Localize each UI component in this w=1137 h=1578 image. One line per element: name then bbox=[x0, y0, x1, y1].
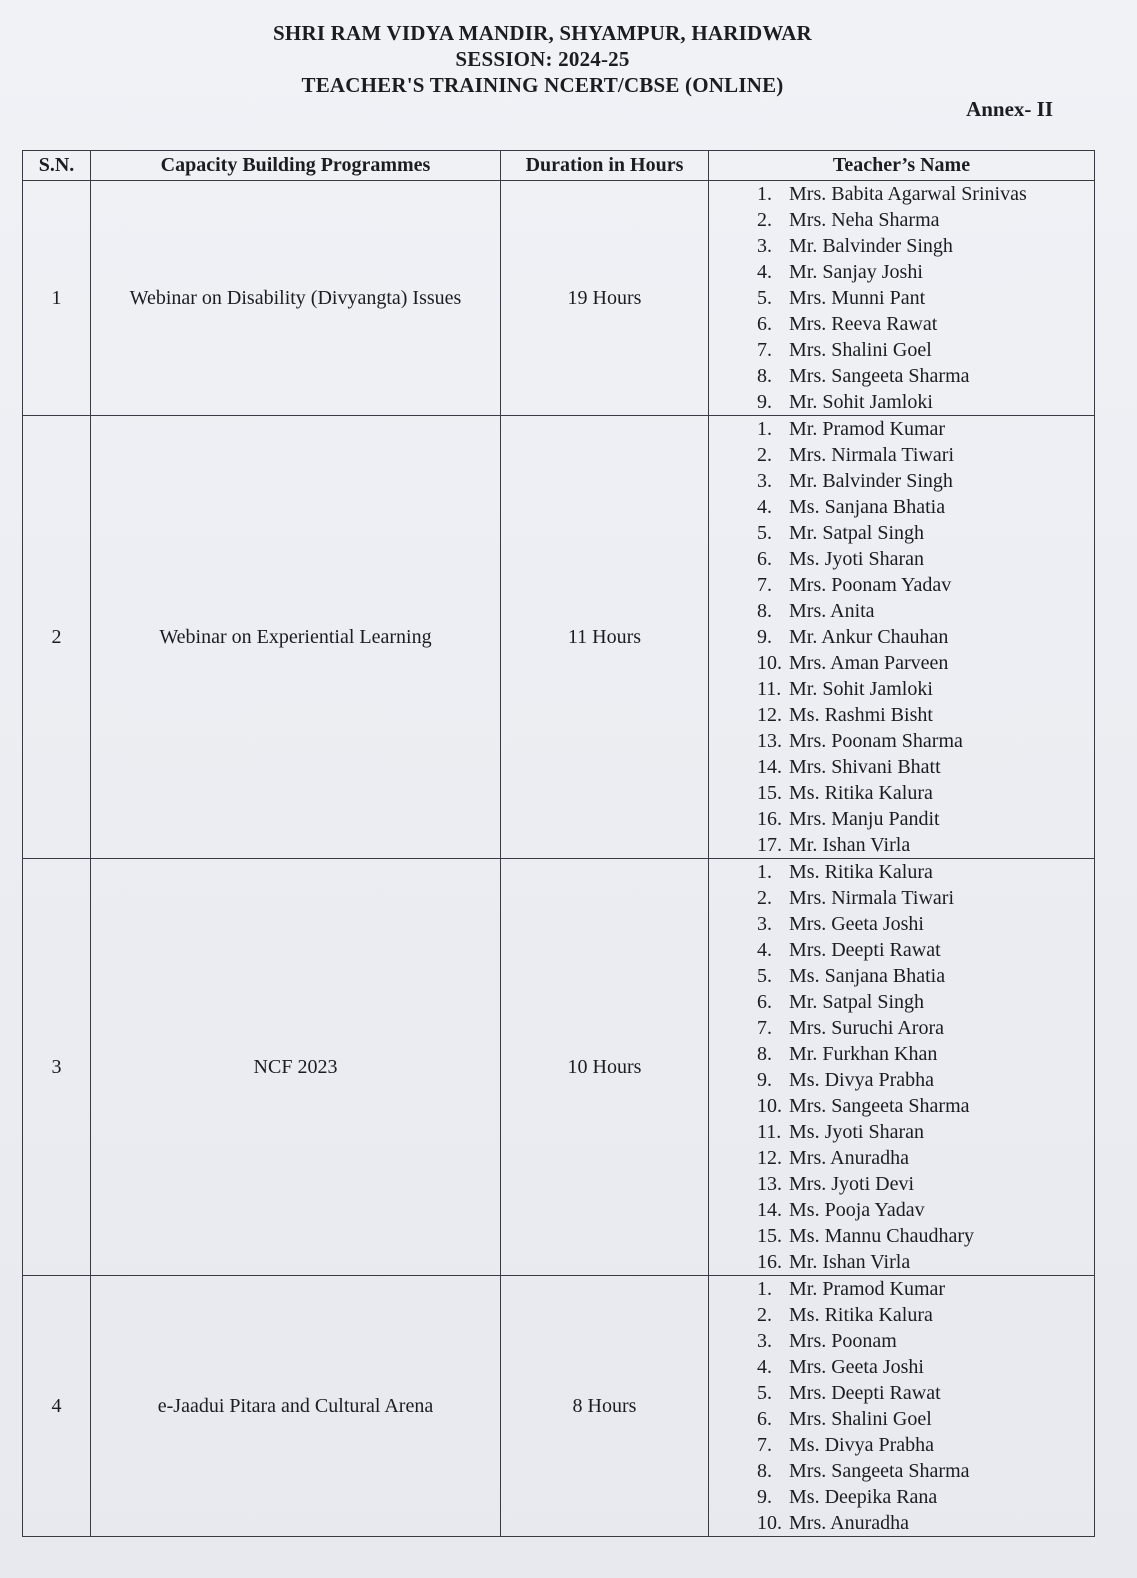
teacher-name: Mr. Ishan Virla bbox=[789, 1251, 911, 1273]
teacher-name: Ms. Ritika Kalura bbox=[789, 1304, 933, 1326]
table-body bbox=[23, 181, 1095, 1537]
teacher-list bbox=[709, 1276, 1094, 1536]
teacher-name: Ms. Sanjana Bhatia bbox=[789, 965, 946, 987]
programme-cell: NCF 2023 bbox=[91, 859, 501, 1276]
teacher-name: Mr. Balvinder Singh bbox=[789, 235, 953, 257]
table-header-row bbox=[23, 151, 1095, 181]
teacher-name: Mrs. Geeta Joshi bbox=[789, 1356, 924, 1378]
teacher-name: Ms. Jyoti Sharan bbox=[789, 548, 924, 570]
teacher-name: Mrs. Jyoti Devi bbox=[789, 1173, 914, 1195]
programme-cell: e-Jaadui Pitara and Cultural Arena bbox=[91, 1276, 501, 1537]
teacher-name: Mrs. Poonam Yadav bbox=[789, 574, 952, 596]
duration-cell: 8 Hours bbox=[501, 1276, 709, 1537]
column-header-sn: S.N. bbox=[23, 151, 91, 181]
teacher-name: Mrs. Nirmala Tiwari bbox=[789, 444, 954, 466]
teacher-name: Mrs. Shalini Goel bbox=[789, 1408, 932, 1430]
teacher-name: Mrs. Munni Pant bbox=[789, 287, 926, 309]
teacher-name: Mr. Sohit Jamloki bbox=[789, 391, 933, 413]
duration-cell: 10 Hours bbox=[501, 859, 709, 1276]
table-row bbox=[23, 181, 1095, 416]
duration-cell: 11 Hours bbox=[501, 416, 709, 859]
teacher-names-cell bbox=[709, 181, 1095, 416]
teacher-name: Mr. Satpal Singh bbox=[789, 522, 925, 544]
teacher-name: Mrs. Sangeeta Sharma bbox=[789, 1460, 970, 1482]
teacher-name: Mr. Ankur Chauhan bbox=[789, 626, 949, 648]
teacher-name: Mrs. Suruchi Arora bbox=[789, 1017, 944, 1039]
teacher-name: Mr. Furkhan Khan bbox=[789, 1043, 938, 1065]
teacher-name: Mrs. Reeva Rawat bbox=[789, 313, 938, 335]
teacher-name: Mr. Pramod Kumar bbox=[789, 1278, 946, 1300]
teacher-name: Mrs. Poonam bbox=[789, 1330, 897, 1352]
teacher-name: Mrs. Sangeeta Sharma bbox=[789, 365, 970, 387]
duration-cell: 19 Hours bbox=[501, 181, 709, 416]
table-row bbox=[23, 1276, 1095, 1537]
teacher-list bbox=[709, 859, 1094, 1275]
teacher-name: Mrs. Manju Pandit bbox=[789, 808, 940, 830]
teacher-names-cell bbox=[709, 1276, 1095, 1537]
teacher-name: Mrs. Nirmala Tiwari bbox=[789, 887, 954, 909]
programme-cell: Webinar on Experiential Learning bbox=[91, 416, 501, 859]
teacher-name: Mrs. Deepti Rawat bbox=[789, 1382, 941, 1404]
teacher-name: Mrs. Anita bbox=[789, 600, 875, 622]
column-header-programme: Capacity Building Programmes bbox=[91, 151, 501, 181]
teacher-name: Mr. Ishan Virla bbox=[789, 834, 911, 856]
table-row bbox=[23, 416, 1095, 859]
teacher-name: Ms. Sanjana Bhatia bbox=[789, 496, 946, 518]
teacher-name: Mrs. Geeta Joshi bbox=[789, 913, 924, 935]
teacher-name: Mr. Satpal Singh bbox=[789, 991, 925, 1013]
session-line: SESSION: 2024-25 bbox=[455, 47, 630, 71]
document-header bbox=[0, 20, 1085, 98]
teacher-name: Mrs. Anuradha bbox=[789, 1147, 909, 1169]
teacher-name: Mrs. Shalini Goel bbox=[789, 339, 932, 361]
teacher-name: Ms. Deepika Rana bbox=[789, 1486, 938, 1508]
teacher-name: Mrs. Aman Parveen bbox=[789, 652, 949, 674]
teacher-list bbox=[709, 416, 1094, 858]
teacher-name: Ms. Divya Prabha bbox=[789, 1434, 934, 1456]
teacher-name: Mrs. Deepti Rawat bbox=[789, 939, 941, 961]
training-title: TEACHER'S TRAINING NCERT/CBSE (ONLINE) bbox=[301, 73, 784, 97]
teacher-name: Ms. Divya Prabha bbox=[789, 1069, 934, 1091]
teacher-name: Mr. Pramod Kumar bbox=[789, 418, 946, 440]
teacher-name: Mrs. Babita Agarwal Srinivas bbox=[789, 183, 1027, 205]
teacher-name: Mrs. Neha Sharma bbox=[789, 209, 940, 231]
teacher-name: Mr. Sohit Jamloki bbox=[789, 678, 933, 700]
teacher-name: Ms. Mannu Chaudhary bbox=[789, 1225, 974, 1247]
column-header-teachers: Teacher’s Name bbox=[709, 151, 1095, 181]
teacher-names-cell bbox=[709, 859, 1095, 1276]
teacher-name: Mrs. Sangeeta Sharma bbox=[789, 1095, 970, 1117]
teacher-name: Ms. Pooja Yadav bbox=[789, 1199, 925, 1221]
teacher-name: Mr. Balvinder Singh bbox=[789, 470, 953, 492]
serial-number-cell: 2 bbox=[23, 416, 91, 859]
teacher-name: Mr. Sanjay Joshi bbox=[789, 261, 923, 283]
teacher-name: Ms. Ritika Kalura bbox=[789, 782, 933, 804]
teacher-name: Ms. Jyoti Sharan bbox=[789, 1121, 924, 1143]
programme-cell: Webinar on Disability (Divyangta) Issues bbox=[91, 181, 501, 416]
teacher-name: Mrs. Anuradha bbox=[789, 1512, 909, 1534]
serial-number-cell: 3 bbox=[23, 859, 91, 1276]
teacher-name: Ms. Rashmi Bisht bbox=[789, 704, 933, 726]
annex-label: Annex- II bbox=[966, 97, 1053, 121]
serial-number-cell: 1 bbox=[23, 181, 91, 416]
teacher-name: Mrs. Poonam Sharma bbox=[789, 730, 963, 752]
teacher-list bbox=[709, 181, 1094, 415]
teacher-name: Ms. Ritika Kalura bbox=[789, 861, 933, 883]
serial-number-cell: 4 bbox=[23, 1276, 91, 1537]
column-header-duration: Duration in Hours bbox=[501, 151, 709, 181]
school-name: SHRI RAM VIDYA MANDIR, SHYAMPUR, HARIDWAR bbox=[273, 21, 812, 45]
table-row bbox=[23, 859, 1095, 1276]
teacher-names-cell bbox=[709, 416, 1095, 859]
teacher-name: Mrs. Shivani Bhatt bbox=[789, 756, 941, 778]
training-table bbox=[22, 150, 1095, 1537]
